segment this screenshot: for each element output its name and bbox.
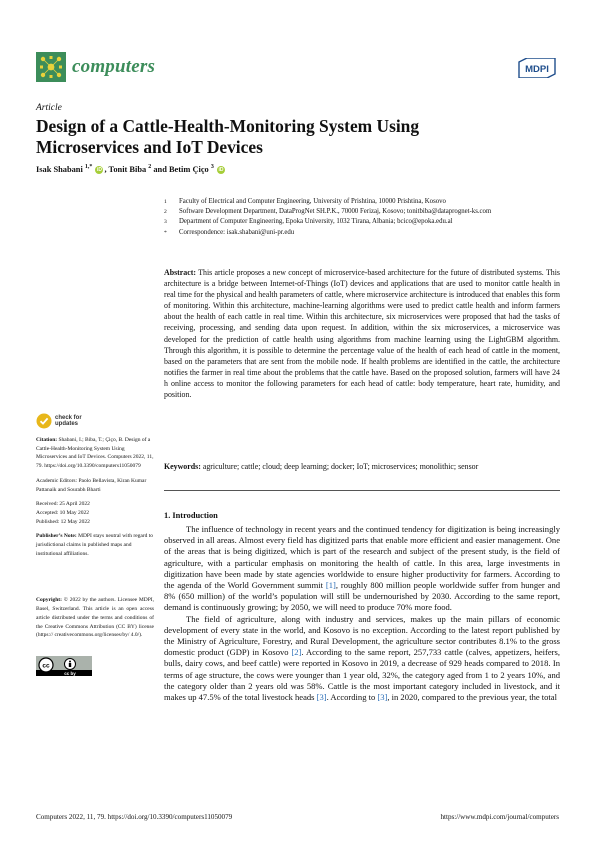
note-text: MDPI stays neutral with regard to jurisdictional claims in published maps and institutional affiliations. — [36, 533, 154, 557]
svg-text:cc: cc — [42, 662, 50, 670]
paragraph-text: The influence of technology in recent years and the continued tendency for digitization is being increasingly observed in all areas. Almost every field has digitized parts that enable more efficient and easier management. One of the areas that is being digitized, which is part of the research and subject of the present study, is the field of agriculture, with a particular emphasis on monitoring the health of cattle. In this area, large investments in digitization have been made by state agencies worldwide to ensure higher productivity for farmers. According to the agenda of the World Government summit — [164, 524, 560, 591]
abstract-text: This article proposes a new concept of microservice-based architecture for the future of distributed systems. This architecture is a bridge between Internet-of-Things (IoT) devices and applications that are used to monitor cattle health in real time for the physical and health parameters of cattle, where microservice architecture is introduced that enables this form of monitoring. Within this architecture, machine-learning algorithms were used to predict cattle health and inform farmers about the health of each cattle in real time. Within this architecture, six microservices were proposed that had the tasks of receiving, processing, and sending data upon request. In addition, within the six microservices, a microservice was developed for the prediction of cattle health using algorithms from machine learning using the LightGBM algorithm. Through this algorithm, it is possible to determine the percentage value of the health of each head of cattle in the moment, based on the parameters that are sent from the mobile node. If health problems are identified in the cattle, the architecture notifies the farmer in real time about the problems that the cattle have. Based on the proposed solution, farmers will have 24 h online access to monitor the following parameters for each head of cattle: body temperature, heart rate, humidity, and position. — [164, 268, 560, 400]
article-info-sidebar — [36, 436, 154, 646]
affiliation-text: Software Development Department, DataProgNet SH.P.K., 70000 Ferizaj, Kosovo; tonitbiba@dataprognet-ks.com — [179, 208, 492, 216]
affiliation-text: Department of Computer Engineering, Epoka University, 1032 Tirana, Albania; bcico@epoka.edu.al — [179, 218, 453, 226]
check-for-updates-badge[interactable] — [36, 413, 89, 429]
citation-link[interactable]: [3] — [316, 692, 327, 703]
author-name: Betim Çiço — [168, 164, 209, 174]
footer-citation: Computers 2022, 11, 79. https://doi.org/10.3390/computers11050079 — [36, 813, 233, 821]
affiliation-item — [164, 207, 564, 217]
footer-journal-url[interactable]: https://www.mdpi.com/journal/computers — [440, 813, 559, 821]
citation-link[interactable]: [2] — [291, 647, 302, 658]
cc-license-text: cc by — [64, 671, 76, 676]
copyright-label: Copyright: — [36, 597, 62, 604]
affiliation-text: Correspondence: isak.shabani@uni-pr.edu — [179, 228, 295, 236]
citation-link[interactable]: [3] — [377, 692, 388, 703]
accepted-date: Accepted: 10 May 2022 — [36, 509, 89, 516]
affiliation-number: 3 — [164, 219, 167, 226]
editors-block — [36, 477, 154, 494]
cc-by-license-icon[interactable] — [36, 656, 92, 676]
section-heading: 1. Introduction — [164, 511, 218, 520]
affiliation-text: Faculty of Electrical and Computer Engineering, University of Prishtina, 10000 Prishtina, Kosovo — [179, 198, 446, 205]
section-body — [164, 524, 560, 703]
received-date: Received: 25 April 2022 — [36, 501, 90, 508]
keywords-text: agriculture; cattle; cloud; deep learning; docker; IoT; microservices; monolithic; sensor — [202, 462, 479, 471]
article-type: Article — [36, 103, 62, 113]
paragraph-text: , in 2020, compared to the previous year, the total — [387, 692, 557, 703]
author-list: Isak Shabani $^{1,*}$ iD , Tonit Biba $^2$ and Betim Çiço $^3$ iD — [36, 164, 224, 174]
affiliation-item — [164, 197, 564, 207]
check-updates-label: check for updates — [55, 414, 82, 427]
author-affil: 2 — [148, 164, 152, 170]
journal-logo-icon — [36, 52, 66, 82]
journal-name: computers — [72, 56, 156, 77]
copyright-text: © 2022 by the authors. Licensee MDPI, Basel, Switzerland. This article is an open access article distributed under the terms and conditions of the Creative Commons Attribution (CC BY) license (https:// creativecommons.org/licenses/by/ 4.0/). — [36, 597, 155, 639]
keywords — [164, 461, 560, 472]
author-affil: 3 — [210, 164, 214, 170]
paragraph-text: . According to — [326, 692, 378, 703]
affiliation-list — [164, 197, 564, 238]
editors-text: Paolo Bellavista, Kiran Kumar Pattanaik and Sourabh Bharti — [36, 477, 147, 493]
abstract-label: Abstract: — [164, 268, 196, 277]
paragraph — [164, 614, 560, 704]
affiliation-number: 1 — [164, 199, 167, 205]
affiliation-item — [164, 228, 564, 238]
paragraph-text: The field of agriculture, along with industry and services, makes up the main pillars of economic development of every state in the world, and Kosovo is no exception. According to the latest report published by the Ministry of Agriculture, Forestry, and Rural Development, the agriculture sector contributes 8.1% to the gross domestic product (GDP) in Kosovo — [164, 613, 560, 658]
published-date: Published: 12 May 2022 — [36, 518, 90, 525]
editors-label: Academic Editors: — [36, 477, 78, 484]
citation-label: Citation: — [36, 437, 58, 443]
citation-link[interactable]: [1] — [325, 580, 336, 591]
paragraph-text: , roughly 800 million people worldwide suffer from hunger and 8% (650 million) of the world’s population will still be undernourished by 2030. According to the same report, demand is continuously growing; by 2050, we will need to produce 70% more food. — [164, 580, 560, 613]
affiliation-item — [164, 217, 564, 227]
citation-block — [36, 436, 154, 471]
author-name: Isak Shabani — [36, 164, 83, 174]
check-updates-icon — [36, 413, 52, 429]
abstract — [164, 267, 560, 400]
copyright-block — [36, 596, 154, 640]
author-and: and — [153, 164, 167, 174]
orcid-icon[interactable]: iD — [218, 166, 224, 173]
author-name: Tonit Biba — [108, 164, 147, 174]
paragraph — [164, 524, 560, 614]
orcid-icon[interactable]: iD — [96, 166, 102, 173]
mdpi-logo-icon — [517, 58, 557, 78]
mdpi-logo-text: MDPI — [525, 64, 549, 75]
paragraph-text: . According to the same report, 257,733 cattle (calves, appetizers, heifers, bulls, dairy cows, and beef cattle) were reported in Kosovo in 2019, a decrease of 929 heads compared to 2018. In terms of age structure, the cows were younger than 1 year old, 32%, the category aged from 1 to 2 years 10%, and the category older than 2 years old was 58%. Cattle is the most important category included in livestock, and it makes up 47.5% of the total livestock heads — [164, 647, 560, 703]
page-title: Design of a Cattle-Health-Monitoring System Using Microservices and IoT Devices — [36, 116, 420, 157]
publisher-note — [36, 532, 154, 558]
affiliation-number: * — [164, 229, 167, 236]
dates-block — [36, 500, 154, 526]
affiliation-number: 2 — [164, 209, 167, 216]
keywords-label: Keywords: — [164, 462, 201, 471]
author-affil: 1,* — [84, 164, 93, 170]
section-divider — [164, 490, 560, 491]
note-label: Publisher’s Note: — [36, 533, 77, 540]
citation-text: Shabani, I.; Biba, T.; Çiço, B. Design of a Cattle-Health-Monitoring System Using Microservices and IoT Devices. Computers 2022, 11, 79. https://doi.org/10.3390/computers11050079 — [36, 437, 154, 470]
